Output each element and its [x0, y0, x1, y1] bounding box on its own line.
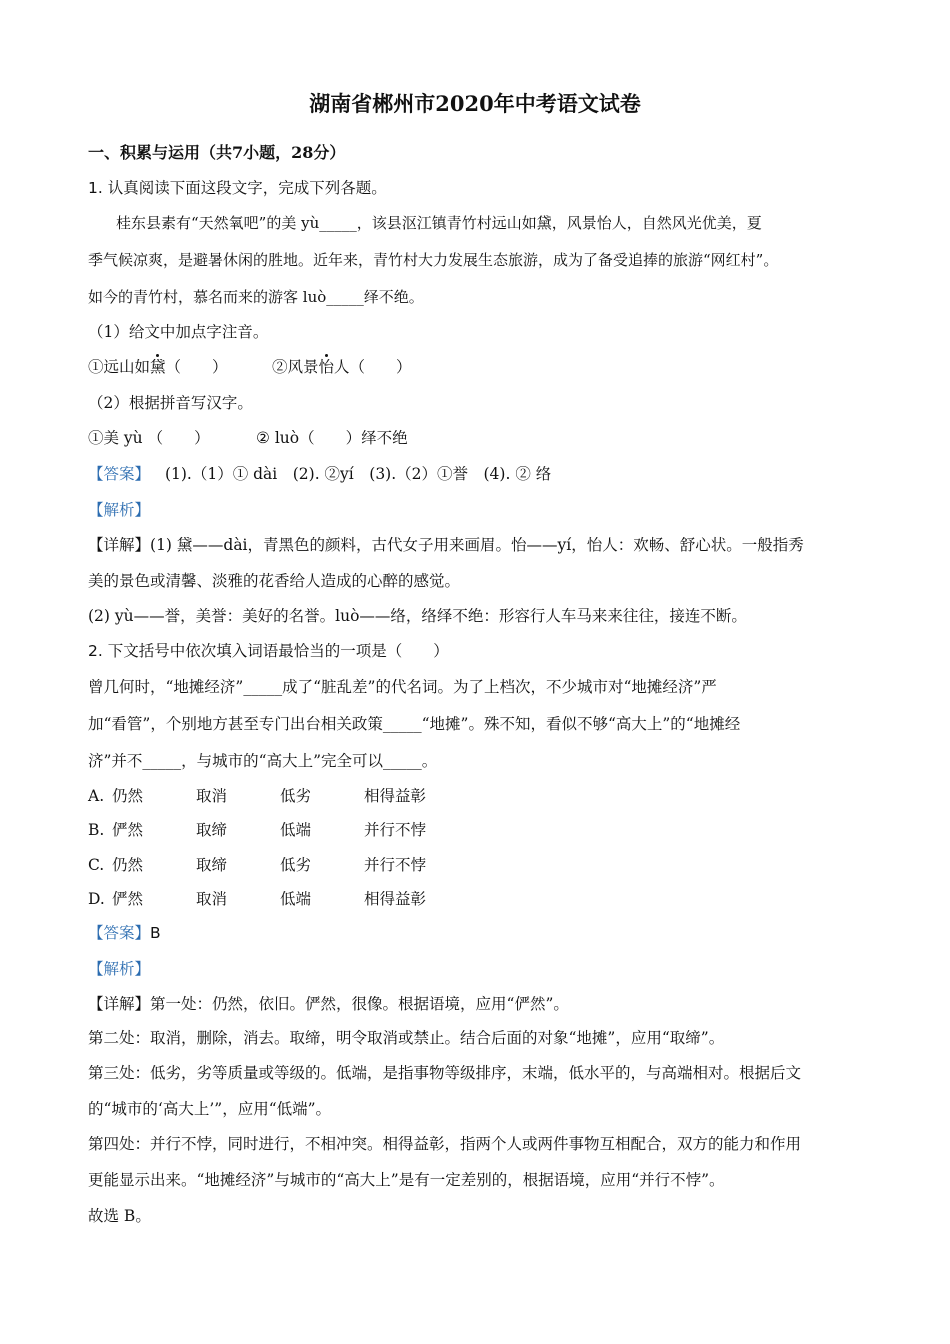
analysis-label: 【解析】: [88, 501, 151, 519]
q1-sub2-item-a: ①美 yù （ ）: [88, 429, 210, 447]
option-letter: B.: [88, 821, 105, 839]
q2-detail-line-2: 第二处：取消，删除，消去。取缔，明令取消或禁止。结合后面的对象“地摊”，应用“取缔”。: [88, 1029, 725, 1047]
option-word-4: 相得益彰: [364, 787, 427, 805]
option-word-1: 俨然: [112, 821, 144, 839]
q1-sub2-heading: （2）根据拼音写汉字。: [88, 394, 253, 412]
q1-sub1-item-b: [272, 357, 412, 377]
option-word-1: 俨然: [112, 890, 144, 908]
q1-stem-text: 认真阅读下面这段文字，完成下列各题。: [107, 179, 387, 197]
q1-detail-line-2: 美的景色或清馨、淡雅的花香给人造成的心醉的感觉。: [88, 572, 461, 590]
q1-detail-line-1: [88, 535, 804, 555]
q2-stem: [88, 641, 449, 661]
q2-detail-line-5: 第四处：并行不悖，同时进行，不相冲突。相得益彰，指两个人或两件事物互相配合，双方的能力和作用: [88, 1135, 802, 1153]
dotted-char: 怡: [318, 358, 335, 376]
option-word-4: 并行不悖: [364, 856, 427, 874]
q2-passage-line-2: 加“看管”，个别地方甚至专门出台相关政策_____“地摊”。殊不知，看似不够“高大上”的“地摊经: [88, 715, 741, 733]
q1-sub1-heading: （1）给文中加点字注音。: [88, 323, 269, 341]
dotted-char: 黛: [150, 358, 166, 376]
q1-detail-line-3: (2) yù——誉，美誉：美好的名誉。luò——络，络绎不绝：形容行人车马来来往往，接连不断。: [88, 607, 747, 625]
q1-answer: [88, 464, 551, 484]
q1-sub1-b-post: 人（ ）: [334, 358, 412, 376]
q2-stem-text: 下文括号中依次填入词语最恰当的一项是（ ）: [107, 642, 449, 660]
option-word-1: 仍然: [112, 856, 144, 874]
option-word-4: 相得益彰: [364, 890, 427, 908]
q2-detail-line-1: [88, 994, 569, 1014]
q2-answer: [88, 923, 161, 943]
option-letter: C.: [88, 856, 105, 874]
option-word-2: 取缔: [196, 821, 228, 839]
analysis-label: 【解析】: [88, 960, 151, 978]
q1-passage-line-2: 季气候凉爽，是避暑休闲的胜地。近年来，青竹村大力发展生态旅游，成为了备受追捧的旅游“网红村”。: [88, 251, 779, 269]
q1-detail-text-1: (1) 黛——dài，青黑色的颜料，古代女子用来画眉。怡——yí，怡人：欢畅、舒心状。一般指秀: [150, 536, 804, 554]
q2-conclusion: 故选 B。: [88, 1207, 151, 1225]
q1-passage-line-1: 桂东县素有“天然氧吧”的美 yù_____，该县沤江镇青竹村远山如黛，风景怡人，自然风光优美，夏: [116, 214, 762, 232]
q1-sub1-a-pre: ①远山如: [88, 358, 151, 376]
q2-detail-line-6: 更能显示出来。“地摊经济”与城市的“高大上”是有一定差别的，根据语境，应用“并行不悖”。: [88, 1171, 725, 1189]
option-word-3: 低劣: [280, 856, 312, 874]
option-word-2: 取消: [196, 890, 228, 908]
option-letter: D.: [88, 890, 105, 908]
option-word-4: 并行不悖: [364, 821, 427, 839]
option-word-3: 低端: [280, 821, 312, 839]
q1-passage-line-3: 如今的青竹村，慕名而来的游客 luò_____绎不绝。: [88, 288, 424, 306]
option-word-2: 取消: [196, 787, 228, 805]
q2-detail-text-1: 第一处：仍然，依旧。俨然，很像。根据语境，应用“俨然”。: [150, 995, 569, 1013]
answer-label: 【答案】: [88, 924, 151, 942]
answer-label: 【答案】: [88, 465, 151, 483]
detail-label: 【详解】: [88, 995, 151, 1013]
q1-stem: [88, 178, 387, 198]
q1-sub1-b-pre: ②风景: [272, 358, 319, 376]
option-word-3: 低劣: [280, 787, 312, 805]
q2-answer-text: B: [150, 924, 161, 942]
q2-number: 2.: [88, 642, 103, 660]
option-word-2: 取缔: [196, 856, 228, 874]
q1-number: 1.: [88, 179, 103, 197]
page-title: 湖南省郴州市2020年中考语文试卷: [309, 91, 641, 116]
q2-detail-line-4: 的“城市的‘高大上’”，应用“低端”。: [88, 1100, 332, 1118]
option-letter: A.: [88, 787, 105, 805]
section-heading: 一、积累与运用（共7小题，28分）: [88, 143, 346, 162]
q1-sub1-a-post: （ ）: [165, 358, 228, 376]
detail-label: 【详解】: [88, 536, 151, 554]
q2-passage-line-1: 曾几何时，“地摊经济”_____成了“脏乱差”的代名词。为了上档次，不少城市对“地摊经济”严: [88, 678, 717, 696]
q1-sub2-item-b: ② luò（ ）绎不绝: [256, 429, 408, 447]
option-word-1: 仍然: [112, 787, 144, 805]
q2-passage-line-3: 济”并不_____，与城市的“高大上”完全可以_____。: [88, 752, 438, 770]
option-word-3: 低端: [280, 890, 312, 908]
q1-sub1-item-a: [88, 357, 228, 377]
q1-answer-text: (1).（1）① dài (2). ②yí (3).（2）①誉 (4). ② 络: [164, 465, 552, 483]
q2-detail-line-3: 第三处：低劣，劣等质量或等级的。低端，是指事物等级排序，末端，低水平的，与高端相对。根据后文: [88, 1064, 802, 1082]
